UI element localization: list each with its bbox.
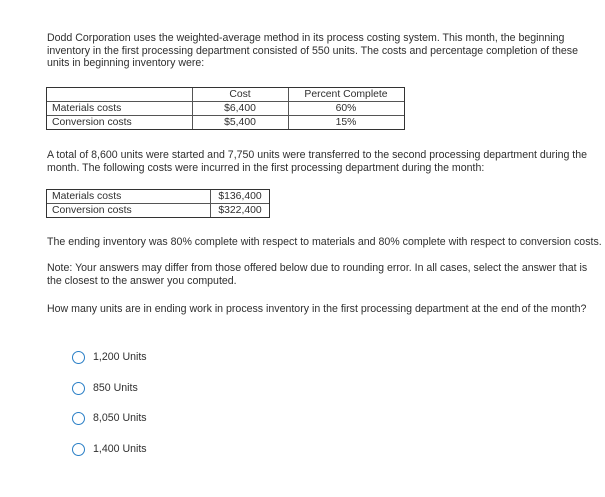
table-header-cost: Cost — [192, 88, 288, 102]
table-row — [47, 204, 270, 218]
row-cost: $5,400 — [192, 116, 288, 130]
ending-inventory-text: The ending inventory was 80% complete with respect to materials and 80% complete with respect to conversion costs. — [47, 236, 602, 248]
row-cost: $6,400 — [192, 102, 288, 116]
answer-option-1[interactable] — [72, 349, 147, 365]
row-cost: $136,400 — [211, 190, 270, 204]
note-text: Note: Your answers may differ from those offered below due to rounding error. In all cases, select the answer that is the closest to the answer you computed. — [47, 262, 588, 287]
table-row — [47, 190, 270, 204]
row-label: Conversion costs — [47, 116, 193, 130]
row-percent: 60% — [288, 102, 404, 116]
period-text: A total of 8,600 units were started and 7,750 units were transferred to the second processing department during the month. The following costs were incurred in the first processing department during the month: — [47, 149, 588, 174]
answer-option-label[interactable]: 1,200 Units — [93, 350, 147, 363]
beginning-inventory-table — [46, 87, 405, 130]
radio-button-icon[interactable] — [72, 351, 85, 364]
period-costs-table — [46, 189, 270, 218]
table-header-row — [47, 88, 405, 102]
question-prompt: How many units are in ending work in process inventory in the first processing department at the end of the month? — [47, 303, 587, 315]
table-row — [47, 116, 405, 130]
answer-option-label[interactable]: 850 Units — [93, 381, 138, 394]
table-header-blank — [47, 88, 193, 102]
intro-text: Dodd Corporation uses the weighted-average method in its process costing system. This month, the beginning inventory in the first processing department consisted of 550 units. The costs and percentage completion of these units in beginning inventory were: — [47, 32, 578, 70]
row-percent: 15% — [288, 116, 404, 130]
row-label: Materials costs — [47, 190, 211, 204]
answer-option-2[interactable] — [72, 380, 138, 396]
radio-button-icon[interactable] — [72, 412, 85, 425]
row-cost: $322,400 — [211, 204, 270, 218]
answer-option-3[interactable] — [72, 410, 147, 426]
row-label: Materials costs — [47, 102, 193, 116]
table-header-percent: Percent Complete — [288, 88, 404, 102]
radio-button-icon[interactable] — [72, 382, 85, 395]
answer-option-label[interactable]: 8,050 Units — [93, 411, 147, 424]
table-row — [47, 102, 405, 116]
row-label: Conversion costs — [47, 204, 211, 218]
answer-option-label[interactable]: 1,400 Units — [93, 442, 147, 455]
radio-button-icon[interactable] — [72, 443, 85, 456]
answer-option-4[interactable] — [72, 441, 147, 457]
